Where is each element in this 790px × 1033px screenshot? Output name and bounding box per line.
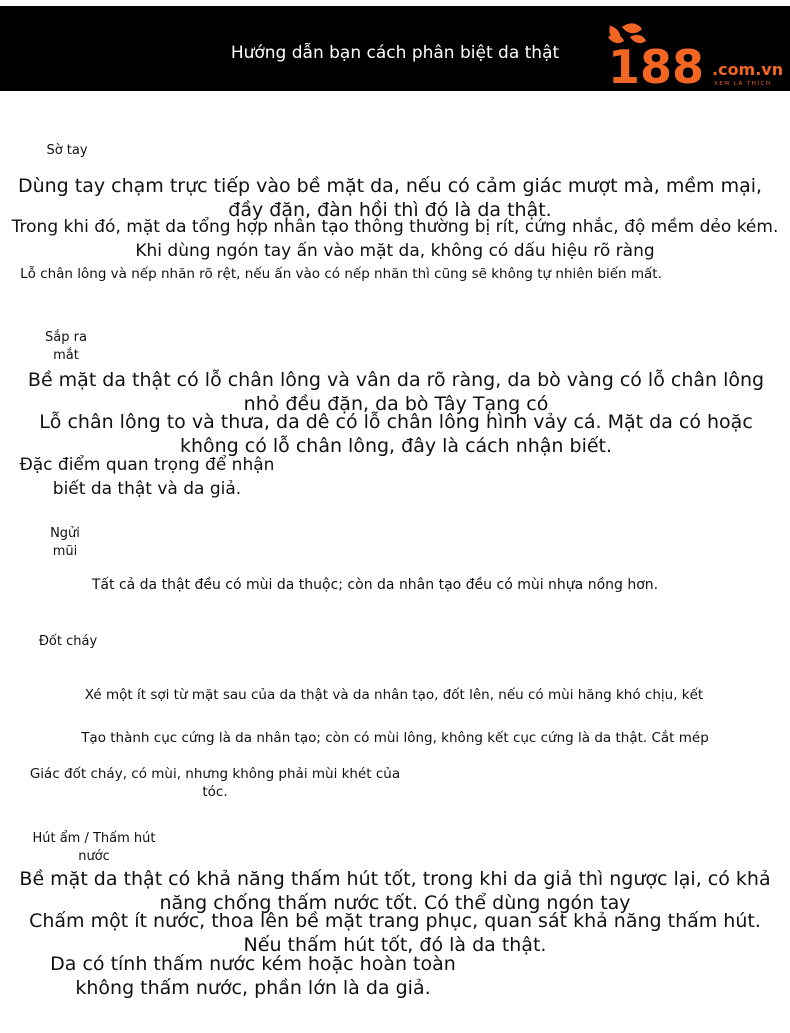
section-text-appearance-3: Đặc điểm quan trọng để nhận biết da thật và da giả. xyxy=(19,455,275,499)
section-label-burn: Đốt cháy xyxy=(38,634,98,649)
logo-tagline: XEM LÀ THÍCH xyxy=(714,81,772,87)
logo-domain: .com.vn xyxy=(712,60,784,79)
header-bar xyxy=(0,6,790,91)
section-text-touch-2: Trong khi đó, mặt da tổng hợp nhân tạo thông thường bị rít, cứng nhắc, độ mềm dẻo kém. Khi dùng ngón tay ấn vào mặt da, không có dấu hiệu rõ ràng xyxy=(11,217,779,261)
section-text-burn-1: Xé một ít sợi từ mặt sau của da thật và da nhân tạo, đốt lên, nếu có mùi hăng khó chịu, kết xyxy=(84,687,704,703)
section-text-burn-2: Tạo thành cục cứng là da nhân tạo; còn có mùi lông, không kết cục cứng là da thật. Cắt mép xyxy=(81,730,709,746)
section-text-absorb-1: Bề mặt da thật có khả năng thấm hút tốt, trong khi da giả thì ngược lại, có khả năng chống thấm nước tốt. Có thể dùng ngón tay xyxy=(19,868,771,915)
section-label-absorb: Hút ẩm / Thấm hút nước xyxy=(32,831,156,864)
section-text-touch-1: Dùng tay chạm trực tiếp vào bề mặt da, nếu có cảm giác mượt mà, mềm mại, đầy đặn, đàn hồi thì đó là da thật. xyxy=(17,175,763,222)
section-label-appearance: Sắp ra mắt xyxy=(45,330,87,363)
brand-logo[interactable] xyxy=(606,19,784,89)
section-text-absorb-3: Da có tính thấm nước kém hoặc hoàn toàn không thấm nước, phần lớn là da giả. xyxy=(50,953,456,1000)
section-text-burn-3: Giác đốt cháy, có mùi, nhưng không phải mùi khét của tóc. xyxy=(29,766,401,801)
section-text-appearance-1: Bề mặt da thật có lỗ chân lông và vân da rõ ràng, da bò vàng có lỗ chân lông nhỏ đều đặn, da bò Tây Tạng có xyxy=(27,369,765,416)
section-label-smell: Ngửi mũi xyxy=(50,526,80,559)
section-text-smell-1: Tất cả da thật đều có mùi da thuộc; còn da nhân tạo đều có mùi nhựa nồng hơn. xyxy=(91,577,659,593)
section-label-touch: Sờ tay xyxy=(46,143,88,158)
logo-number: 188 xyxy=(608,40,705,89)
section-text-touch-3: Lỗ chân lông và nếp nhăn rõ rệt, nếu ấn vào có nếp nhăn thì cũng sẽ không tự nhiên biến mất. xyxy=(20,266,662,282)
page-title: Hướng dẫn bạn cách phân biệt da thật xyxy=(230,43,560,63)
section-text-absorb-2: Chấm một ít nước, thoa lên bề mặt trang phục, quan sát khả năng thấm hút. Nếu thấm hút tốt, đó là da thật. xyxy=(29,910,761,957)
section-text-appearance-2: Lỗ chân lông to và thưa, da dê có lỗ chân lông hình vảy cá. Mặt da có hoặc không có lỗ chân lông, đây là cách nhận biết. xyxy=(39,411,753,458)
